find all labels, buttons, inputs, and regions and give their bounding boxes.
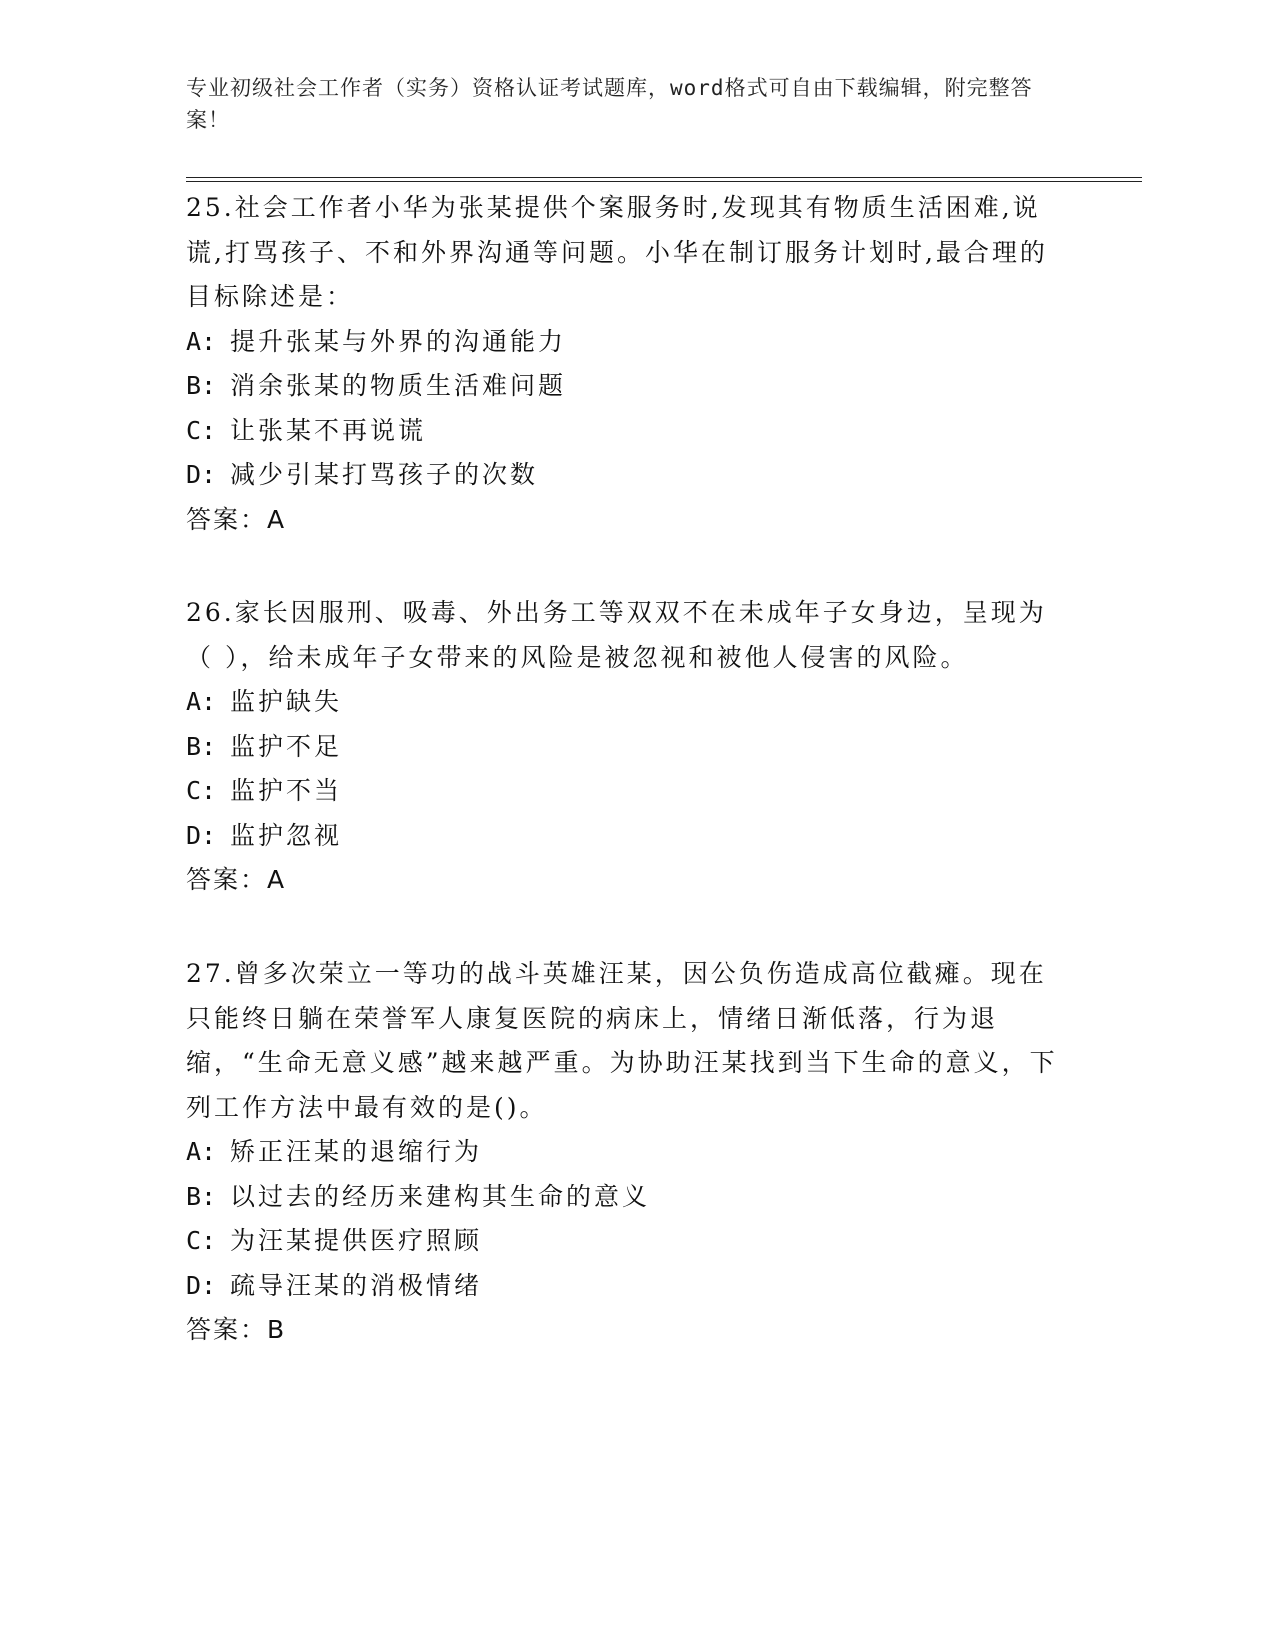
option-text: 矫正汪某的退缩行为 xyxy=(230,1137,483,1166)
question-25 xyxy=(186,186,1066,542)
option-letter: D: xyxy=(186,460,217,489)
option-letter: A: xyxy=(186,326,217,356)
option-letter: C: xyxy=(186,1226,217,1255)
option-text: 监护不当 xyxy=(230,776,343,805)
question-stem: 27.曾多次荣立一等功的战斗英雄汪某，因公负伤造成高位截瘫。现在只能终日躺在荣誉军人康复医院的病床上，情绪日渐低落，行为退缩，“生命无意义感”越来越严重。为协助汪某找到当下生命的意义，下列工作方法中最有效的是()。 xyxy=(186,959,1058,1122)
option-text: 为汪某提供医疗照顾 xyxy=(230,1226,483,1255)
option-b xyxy=(186,725,1066,770)
header-divider-bottom xyxy=(186,181,1142,182)
option-text: 提升张某与外界的沟通能力 xyxy=(230,326,567,356)
option-text: 监护忽视 xyxy=(230,820,343,850)
option-text: 消余张某的物质生活难问题 xyxy=(230,371,567,400)
question-27 xyxy=(186,952,1066,1353)
option-text: 减少引某打骂孩子的次数 xyxy=(230,460,539,489)
answer-line: 答案：A xyxy=(186,504,287,534)
option-text: 监护不足 xyxy=(230,731,343,761)
option-text: 监护缺失 xyxy=(230,687,343,716)
question-stem: 26.家长因服刑、吸毒、外出务工等双双不在未成年子女身边，呈现为（ ），给未成年子女带来的风险是被忽视和被他人侵害的风险。 xyxy=(186,598,1047,672)
document-header: 专业初级社会工作者（实务）资格认证考试题库，word格式可自由下载编辑，附完整答案！ xyxy=(186,76,1033,132)
option-letter: C: xyxy=(186,415,217,445)
option-b xyxy=(186,1175,1066,1220)
option-a xyxy=(186,1130,1066,1175)
option-a xyxy=(186,320,1066,365)
answer-line: 答案：A xyxy=(186,865,287,894)
option-d xyxy=(186,453,1066,498)
question-26 xyxy=(186,591,1066,903)
option-d xyxy=(186,814,1066,859)
option-c xyxy=(186,409,1066,454)
option-text: 以过去的经历来建构其生命的意义 xyxy=(230,1181,651,1211)
option-a xyxy=(186,680,1066,725)
option-letter: D: xyxy=(186,820,217,850)
header-divider-top xyxy=(186,177,1142,178)
option-letter: B: xyxy=(186,1181,217,1211)
option-text: 让张某不再说谎 xyxy=(230,415,427,445)
option-letter: C: xyxy=(186,776,217,805)
answer-line: 答案：B xyxy=(186,1315,287,1344)
option-letter: D: xyxy=(186,1270,217,1300)
option-d xyxy=(186,1264,1066,1309)
option-letter: A: xyxy=(186,687,217,716)
question-stem: 25.社会工作者小华为张某提供个案服务时,发现其有物质生活困难,说谎,打骂孩子、不和外界沟通等问题。小华在制订服务计划时,最合理的目标除述是： xyxy=(186,193,1048,311)
option-text: 疏导汪某的消极情绪 xyxy=(230,1270,483,1300)
option-b xyxy=(186,364,1066,409)
option-letter: B: xyxy=(186,731,217,761)
option-c xyxy=(186,1219,1066,1264)
option-c xyxy=(186,769,1066,814)
option-letter: B: xyxy=(186,371,217,400)
option-letter: A: xyxy=(186,1137,217,1166)
